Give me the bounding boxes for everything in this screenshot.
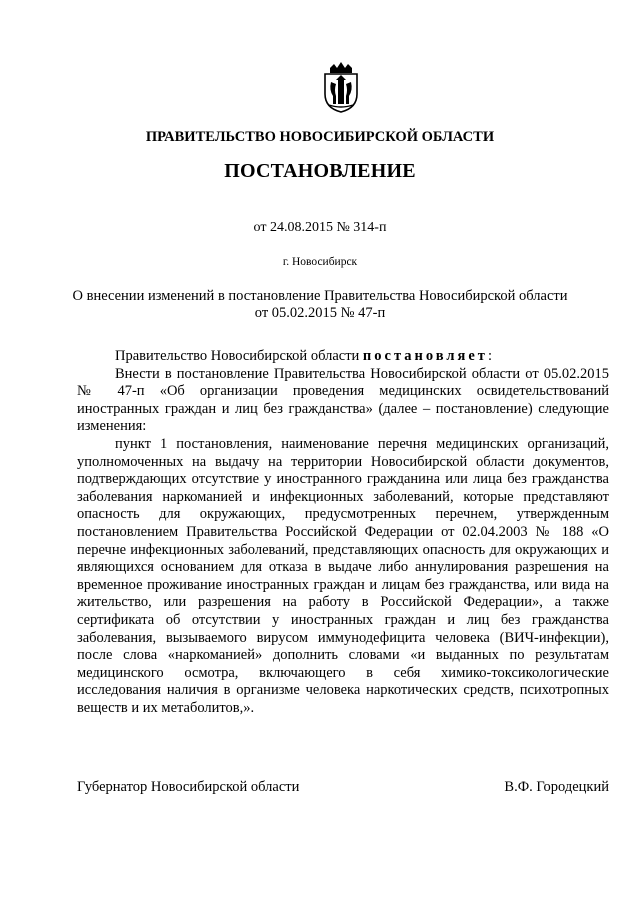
coat-of-arms-emblem: [319, 60, 363, 114]
signature-block: [77, 779, 609, 796]
decree-keyword: постановляет: [362, 348, 488, 364]
document-type-title: ПОСТАНОВЛЕНИЕ: [224, 160, 416, 182]
body-paragraph-2: пункт 1 постановления, наименование перечня медицинских организаций, уполномоченных на выдачу на территории Новосибирской области документов, подтверждающих отсутствие у иностранного гражданина или лица без гражданства заболевания наркоманией и инфекционных заболеваний, которые представляют опасность для окружающих, предусмотренных перечнем, утвержденным постановлением Правительства Российской Федерации от 02.04.2003 № 188 «О перечне инфекционных заболеваний, представляющих опасность для окружающих и являющихся основанием для отказа в выдаче либо аннулирования разрешения на временное проживание иностранных граждан и лицам без гражданства, или вида на жительство, или разрешения на работу в Российской Федерации», а также сертификата об отсутствии у иностранных граждан и лиц без гражданства заболевания, вызываемого вирусом иммунодефицита человека (ВИЧ-инфекции), после слова «наркоманией» дополнить словами «и выданных по результатам медицинского осмотра, включающего в себя химико-токсикологические исследования наличия в организме человека наркотических средств, психотропных веществ и их метаболитов,».: [77, 435, 609, 716]
date-number-line: от 24.08.2015 № 314-п: [253, 220, 387, 235]
organization-title: ПРАВИТЕЛЬСТВО НОВОСИБИРСКОЙ ОБЛАСТИ: [145, 129, 495, 145]
decree-lead-paragraph: [77, 348, 609, 366]
signatory-name: В.Ф. Городецкий: [504, 779, 609, 795]
subject-line-1: О внесении изменений в постановление Правительства Новосибирской области: [72, 288, 568, 304]
city-line: г. Новосибирск: [282, 256, 358, 268]
decree-lead-colon: :: [487, 348, 492, 364]
document-subject: [0, 288, 640, 322]
signatory-position: Губернатор Новосибирской области: [77, 779, 300, 795]
subject-line-2: от 05.02.2015 № 47-п: [254, 305, 386, 321]
decree-lead-text: Правительство Новосибирской области: [115, 348, 363, 364]
document-body: [77, 348, 609, 717]
body-paragraph-1: Внести в постановление Правительства Новосибирской области от 05.02.2015 № 47-п «Об организации проведения медицинских освидетельствований иностранных граждан и лиц без гражданства» (далее – постановление) следующие изменения:: [77, 365, 609, 435]
